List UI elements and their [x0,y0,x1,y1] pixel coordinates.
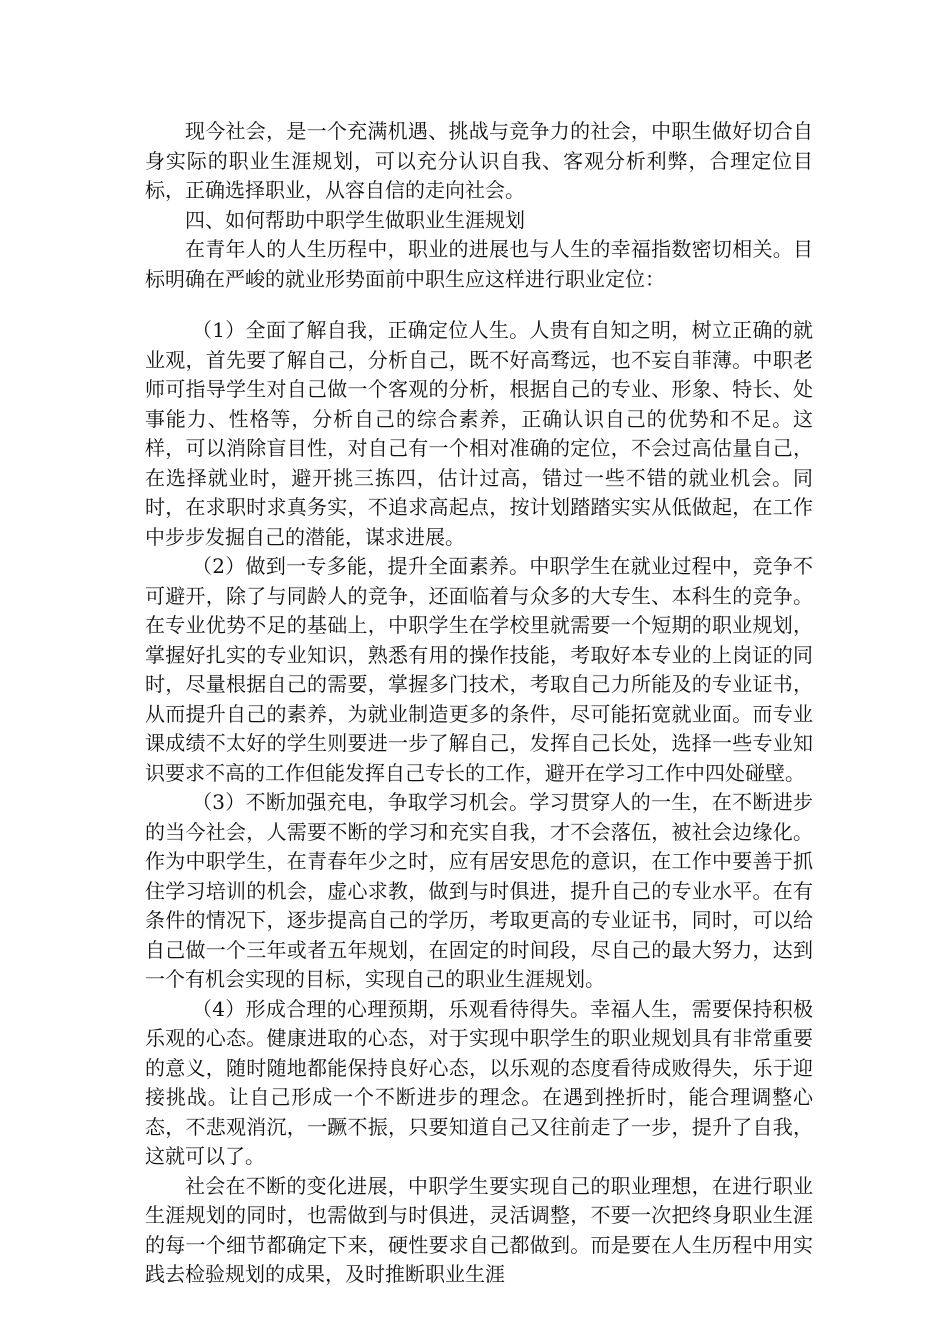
paragraph-point-4: （4）形成合理的心理预期，乐观看待得失。幸福人生，需要保持积极乐观的心态。健康进取的心态，对于实现中职学生的职业规划具有非常重要的意义，随时随地都能保持良好心态，以乐观的态度看待成败得失，乐于迎接挑战。让自己形成一个不断进步的理念。在遇到挫折时，能合理调整心态，不悲观消沉，一蹶不振，只要知道自己又往前走了一步，提升了自我，这就可以了。 [145,996,813,1168]
paragraph-conclusion: 社会在不断的变化进展，中职学生要实现自己的职业理想，在进行职业生涯规划的同时，也需做到与时俱进，灵活调整，不要一次把终身职业生涯的每一个细节都确定下来，硬性要求自己都做到。而是要在人生历程中用实践去检验规划的成果，及时推断职业生涯 [145,1173,813,1286]
paragraph-point-1: （1）全面了解自我，正确定位人生。人贵有自知之明，树立正确的就业观，首先要了解自己，分析自己，既不好高骛远，也不妄自菲薄。中职老师可指导学生对自己做一个客观的分析，根据自己的专业、形象、特长、处事能力、性格等，分析自己的综合素养，正确认识自己的优势和不足。这样，可以消除盲目性，对自己有一个相对准确的定位，不会过高估量自己，在选择就业时，避开挑三拣四，估计过高，错过一些不错的就业机会。同时，在求职时求真务实，不追求高起点，按计划踏踏实实从低做起，在工作中步步发掘自己的潜能，谋求进展。 [145,318,813,549]
paragraph-context: 在青年人的人生历程中，职业的进展也与人生的幸福指数密切相关。目标明确在严峻的就业形势面前中职生应这样进行职业定位： [145,237,813,291]
section-heading: 四、如何帮助中职学生做职业生涯规划 [185,207,525,232]
document-body [145,117,813,1290]
blank-line [145,294,813,316]
paragraph-point-2: （2）做到一专多能，提升全面素养。中职学生在就业过程中，竞争不可避开，除了与同龄人的竞争，还面临着与众多的大专生、本科生的竞争。在专业优势不足的基础上，中职学生在学校里就需要一个短期的职业规划，掌握好扎实的专业知识，熟悉有用的操作技能，考取好本专业的上岗证的同时，尽量根据自己的需要，掌握多门技术，考取自己力所能及的专业证书，从而提升自己的素养，为就业制造更多的条件，尽可能拓宽就业面。而专业课成绩不太好的学生则要进一步了解自己，发挥自己长处，选择一些专业知识要求不高的工作但能发挥自己专长的工作，避开在学习工作中四处碰壁。 [145,554,813,785]
paragraph-intro: 现今社会，是一个充满机遇、挑战与竞争力的社会，中职生做好切合自身实际的职业生涯规划，可以充分认识自我、客观分析利弊，合理定位目标，正确选择职业，从容自信的走向社会。 [145,119,813,202]
paragraph-point-3: （3）不断加强充电，争取学习机会。学习贯穿人的一生，在不断进步的当今社会，人需要不断的学习和充实自我，才不会落伍，被社会边缘化。作为中职学生，在青春年少之时，应有居安思危的意识，在工作中要善于抓住学习培训的机会，虚心求教，做到与时俱进，提升自己的专业水平。在有条件的情况下，逐步提高自己的学历，考取更高的专业证书，同时，可以给自己做一个三年或者五年规划，在固定的时间段，尽自己的最大努力，达到一个有机会实现的目标，实现自己的职业生涯规划。 [145,790,813,991]
